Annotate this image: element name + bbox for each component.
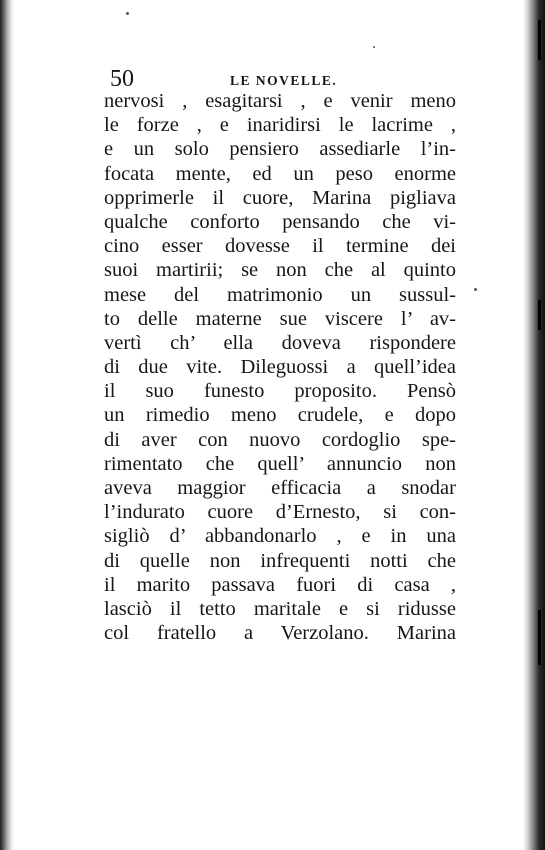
- scan-speck: [373, 46, 375, 48]
- scan-speck: [126, 12, 129, 15]
- body-text: [104, 89, 456, 645]
- text-line: focata mente, ed un peso enorme: [104, 162, 456, 185]
- text-line: vertì ch’ ella doveva rispondere: [104, 331, 456, 354]
- text-line: lasciò il tetto maritale e si ridusse: [104, 597, 456, 620]
- text-line: qualche conforto pensando che vi-: [104, 210, 456, 233]
- text-line: il suo funesto proposito. Pensò: [104, 380, 456, 403]
- text-line: un rimedio meno crudele, e dopo: [104, 404, 456, 427]
- text-line: sigliò d’ abbandonarlo , e in una: [104, 525, 456, 548]
- text-line: rimentato che quell’ annuncio non: [104, 452, 456, 475]
- text-line: di due vite. Dileguossi a quell’idea: [104, 356, 456, 379]
- text-line: cino esser dovesse il termine dei: [104, 235, 456, 258]
- text-line: col fratello a Verzolano. Marina: [104, 622, 456, 645]
- text-line: e un solo pensiero assediarle l’in-: [104, 138, 456, 161]
- page-right-edge-shadow: [523, 0, 545, 850]
- text-line: le forze , e inaridirsi le lacrime ,: [104, 114, 456, 137]
- text-line: to delle materne sue viscere l’ av-: [104, 307, 456, 330]
- text-line: mese del matrimonio un sussul-: [104, 283, 456, 306]
- text-line: aveva maggior efficacia a snodar: [104, 477, 456, 499]
- page-left-edge-shadow: [0, 0, 14, 850]
- scan-speck: [474, 288, 477, 291]
- text-line: nervosi , esagitarsi , e venir meno: [104, 90, 456, 112]
- text-line: il marito passava fuori di casa ,: [104, 573, 456, 596]
- page-number: 50: [110, 66, 134, 92]
- text-line: suoi martirii; se non che al quinto: [104, 259, 456, 282]
- text-line: l’indurato cuore d’Ernesto, si con-: [104, 501, 456, 524]
- text-line: di aver con nuovo cordoglio spe-: [104, 428, 456, 451]
- running-title: LE NOVELLE.: [230, 73, 338, 88]
- text-line: opprimerle il cuore, Marina pigliava: [104, 186, 456, 209]
- text-line: di quelle non infrequenti notti che: [104, 549, 456, 572]
